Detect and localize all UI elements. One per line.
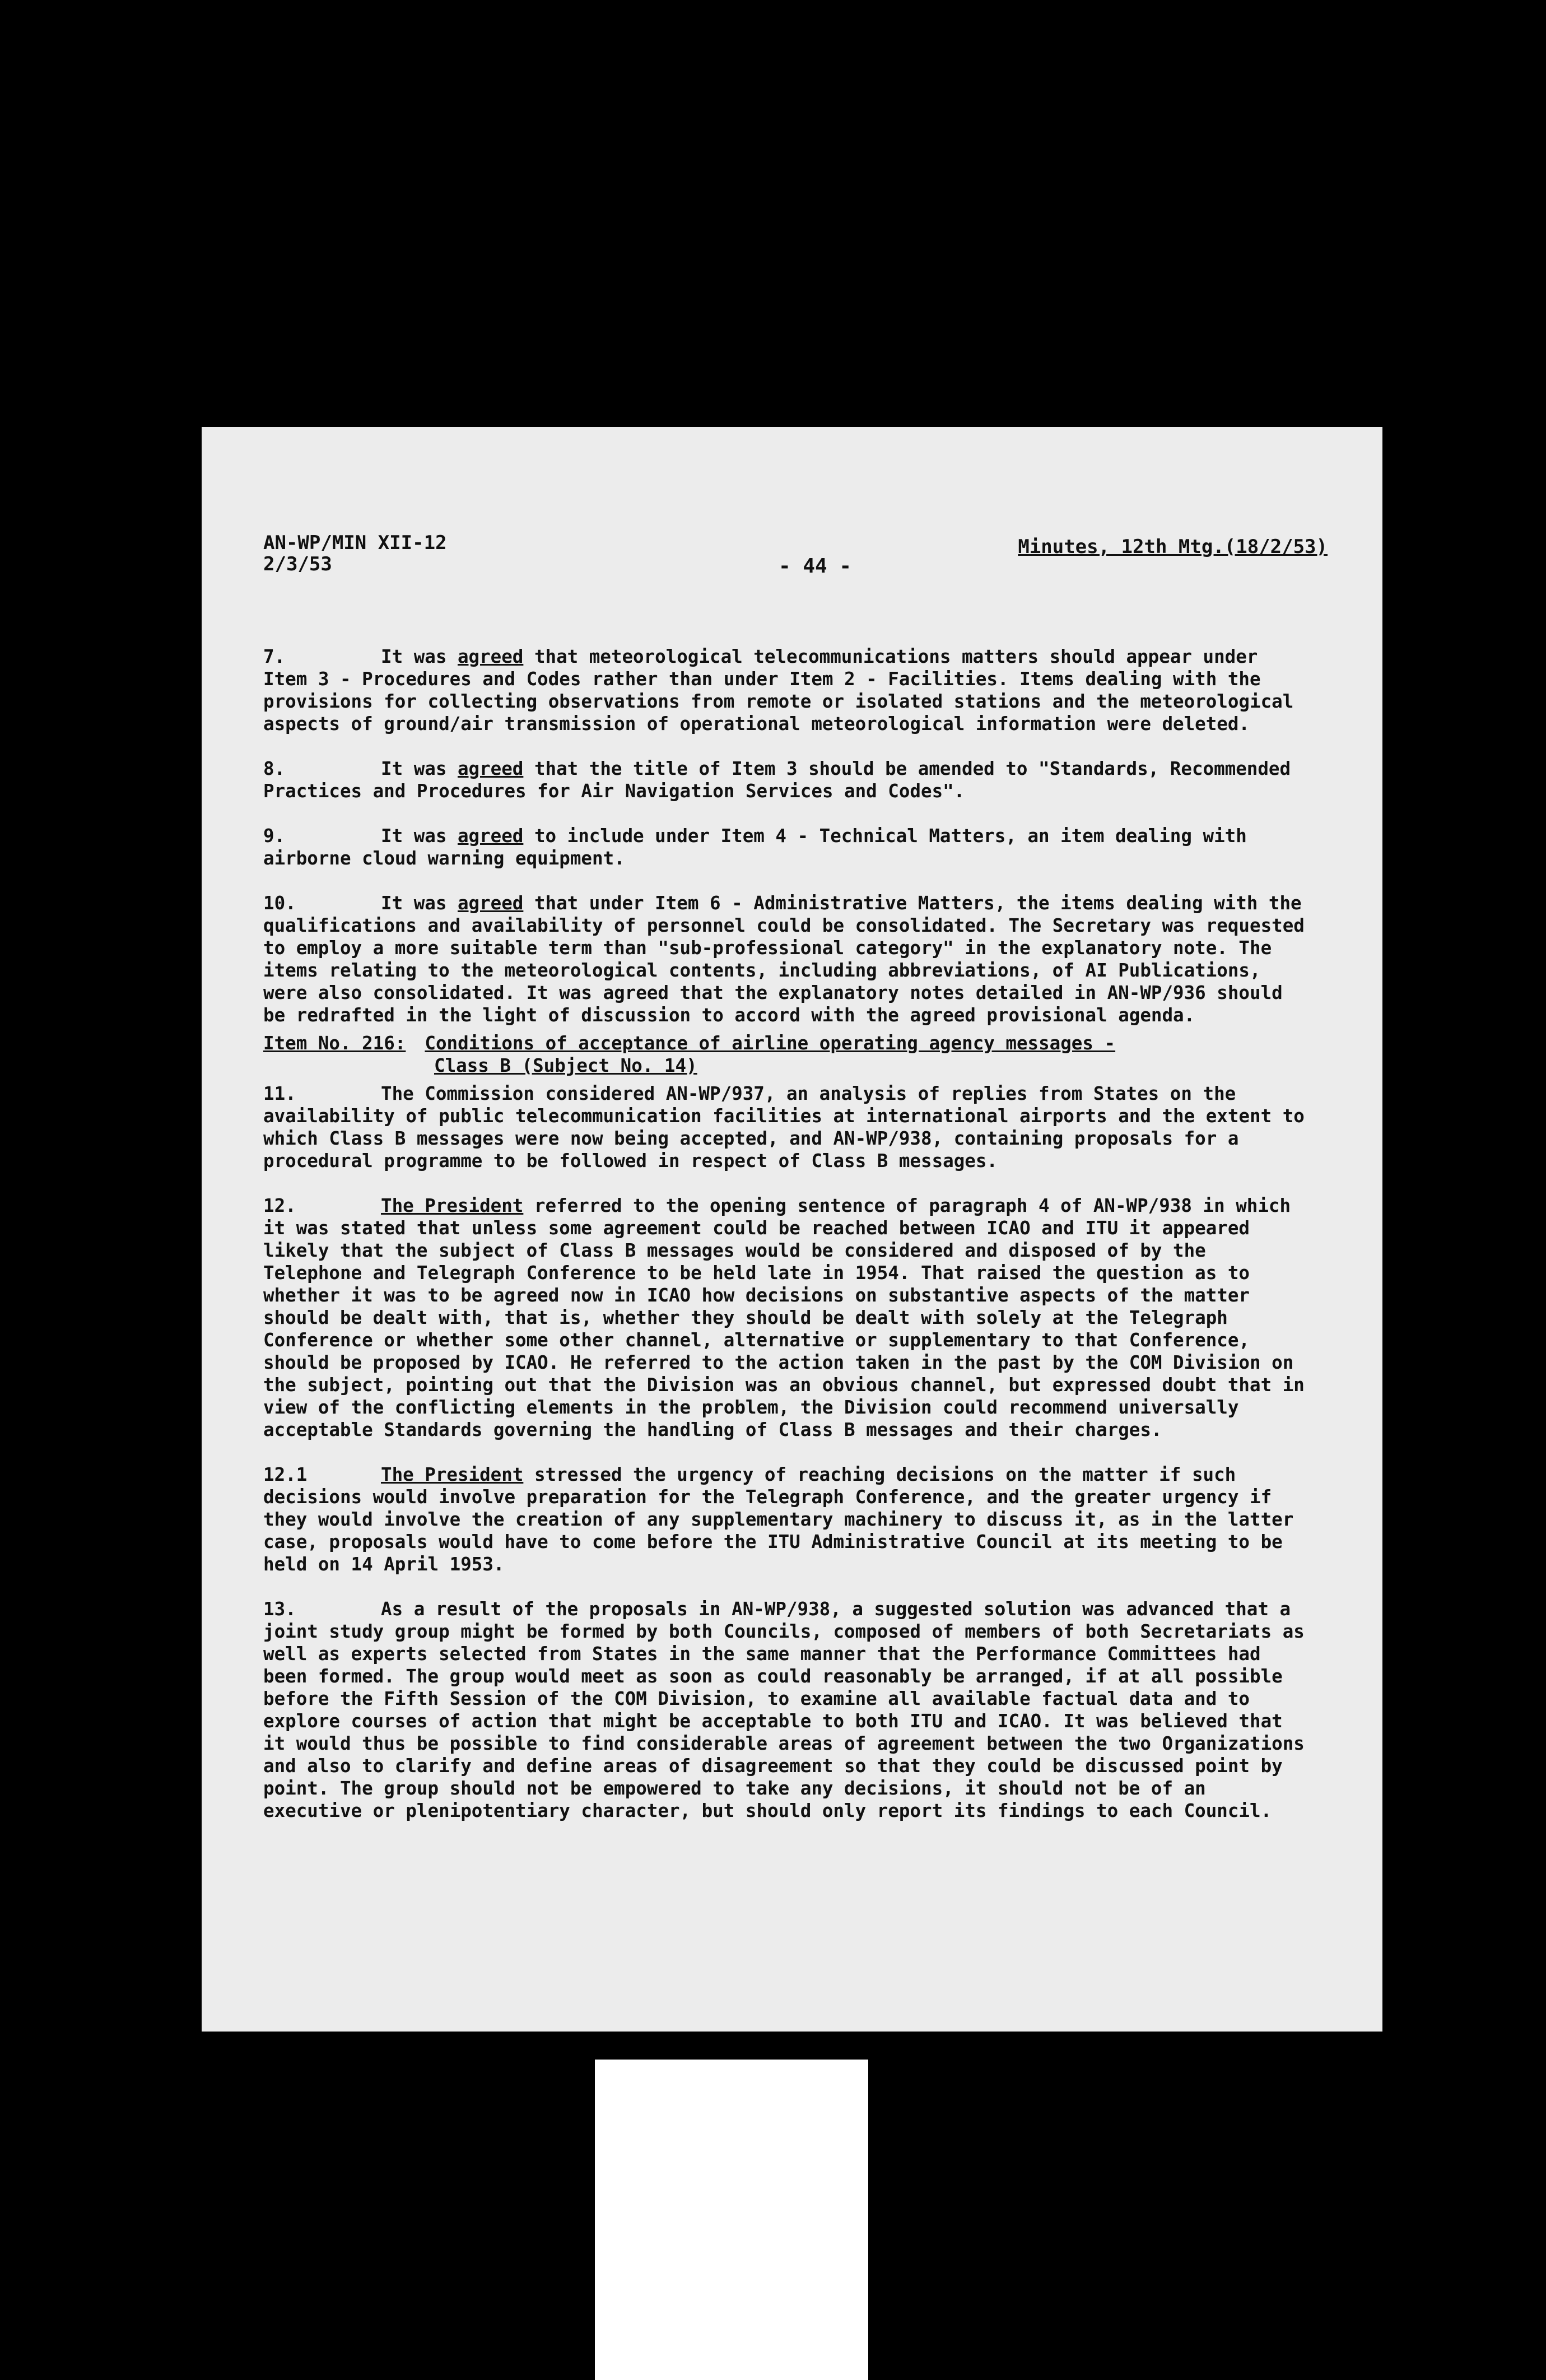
agreed-word: agreed: [457, 758, 524, 779]
paragraph-number: 7.: [263, 646, 286, 667]
paragraph-text: It was: [381, 646, 458, 667]
item-title-line2: Class B (Subject No. 14): [434, 1055, 697, 1076]
item-title-line1: Conditions of acceptance of airline operating agency messages -: [425, 1033, 1116, 1054]
paragraph-text: It was: [381, 892, 458, 914]
document-reference: [263, 532, 447, 575]
president-label: The President: [381, 1195, 524, 1216]
president-label: The President: [381, 1464, 524, 1485]
paragraph-number: 12.1: [263, 1464, 308, 1485]
reference-date: 2/3/53: [263, 553, 332, 575]
paragraph-number: 9.: [263, 825, 286, 847]
agreed-word: agreed: [457, 825, 524, 847]
paragraph-number: 10.: [263, 892, 296, 914]
agreed-word: agreed: [457, 892, 524, 914]
paragraph-text: As a result of the proposals in AN-WP/938, a suggested solution was advanced that a joint study group might be formed by both Councils, composed of members of both Secretariats as well as experts selected from States in the same manner that the Performance Committees had been formed. The group would meet as soon as could reasonably be arranged, if at all possible before the Fifth Session of the COM Division, to examine all available factual data and to explore courses of action that might be acceptable to both ITU and ICAO. It was believed that it would thus be possible to find considerable areas of agreement between the two Organizations and also to clarify and define areas of disagreement so that they could be discussed point by point. The group should not be empowered to take any decisions, it should not be of an executive or plenipotentiary character, but should only report its findings to each Council.: [263, 1598, 1305, 1821]
paragraph-number: 11.: [263, 1083, 296, 1104]
page-header: [263, 532, 1328, 594]
paragraph-text: that under Item 6 - Administrative Matters, the items dealing with the qualifications and availability of personnel could be consolidated. The Secretary was requested to employ a more suitable term than "sub-professional category" in the explanatory note. The items relating to the meteorological contents, including abbreviations, of AI Publications, were also consolidated. It was agreed that the explanatory notes detailed in AN-WP/936 should be redrafted in the light of discussion to accord with the agreed provisional agenda.: [263, 892, 1305, 1026]
paragraph-7: [263, 645, 1305, 735]
paragraph-number: 8.: [263, 758, 286, 779]
paragraph-12-1: [263, 1463, 1305, 1575]
minutes-title: Minutes, 12th Mtg.(18/2/53): [1018, 536, 1328, 558]
paragraph-text: to include under Item 4 - Technical Matters, an item dealing with airborne cloud warning equipment.: [263, 825, 1247, 869]
page-number: - 44 -: [779, 555, 852, 578]
item-label: Item No. 216:: [263, 1033, 406, 1054]
document-page: [202, 427, 1382, 2032]
item-heading: [263, 1032, 1305, 1077]
agreed-word: agreed: [457, 646, 524, 667]
paragraph-8: [263, 757, 1305, 802]
paragraph-12: [263, 1194, 1305, 1441]
paragraph-text: that the title of Item 3 should be amended to "Standards, Recommended Practices and Procedures for Air Navigation Services and Codes".: [263, 758, 1291, 802]
paragraph-text: The Commission considered AN-WP/937, an analysis of replies from States on the availability of public telecommunication facilities at international airports and the extent to which Class B messages were now being accepted, and AN-WP/938, containing proposals for a procedural programme to be followed in respect of Class B messages.: [263, 1083, 1305, 1172]
paragraph-number: 12.: [263, 1195, 296, 1216]
paragraph-9: [263, 825, 1305, 870]
paragraph-text: referred to the opening sentence of paragraph 4 of AN-WP/938 in which it was stated that unless some agreement could be reached between ICAO and ITU it appeared likely that the subject of Class B messages would be considered and disposed of by the Telephone and Telegraph Conference to be held late in 1954. That raised the question as to whether it was to be agreed now in ICAO how decisions on substantive aspects of the matter should be dealt with, that is, whether they should be dealt with solely at the Telegraph Conference or whether some other channel, alternative or supplementary to that Conference, should be proposed by ICAO. He referred to the action taken in the past by the COM Division on the subject, pointing out that the Division was an obvious channel, but expressed doubt that in view of the conflicting elements in the problem, the Division could recommend universally acceptable Standards governing the handling of Class B messages and their charges.: [263, 1195, 1305, 1440]
paragraph-11: [263, 1082, 1305, 1172]
paragraph-text: It was: [381, 758, 458, 779]
blank-label: [595, 2060, 868, 2380]
paragraph-text: stressed the urgency of reaching decisions on the matter if such decisions would involve preparation for the Telegraph Conference, and the greater urgency if they would involve the creation of any supplementary machinery to discuss it, as in the latter case, proposals would have to come before the ITU Administrative Council at its meeting to be held on 14 April 1953.: [263, 1464, 1294, 1575]
document-body: [263, 645, 1305, 1844]
paragraph-text: It was: [381, 825, 458, 847]
paragraph-10: [263, 892, 1305, 1026]
reference-code: AN-WP/MIN XII-12: [263, 532, 447, 554]
paragraph-text: that meteorological telecommunications matters should appear under Item 3 - Procedures and Codes rather than under Item 2 - Facilities. Items dealing with the provisions for collecting observations from remote or isolated stations and the meteorological aspects of ground/air transmission of operational meteorological information were deleted.: [263, 646, 1294, 735]
paragraph-13: [263, 1598, 1305, 1822]
paragraph-number: 13.: [263, 1598, 296, 1620]
